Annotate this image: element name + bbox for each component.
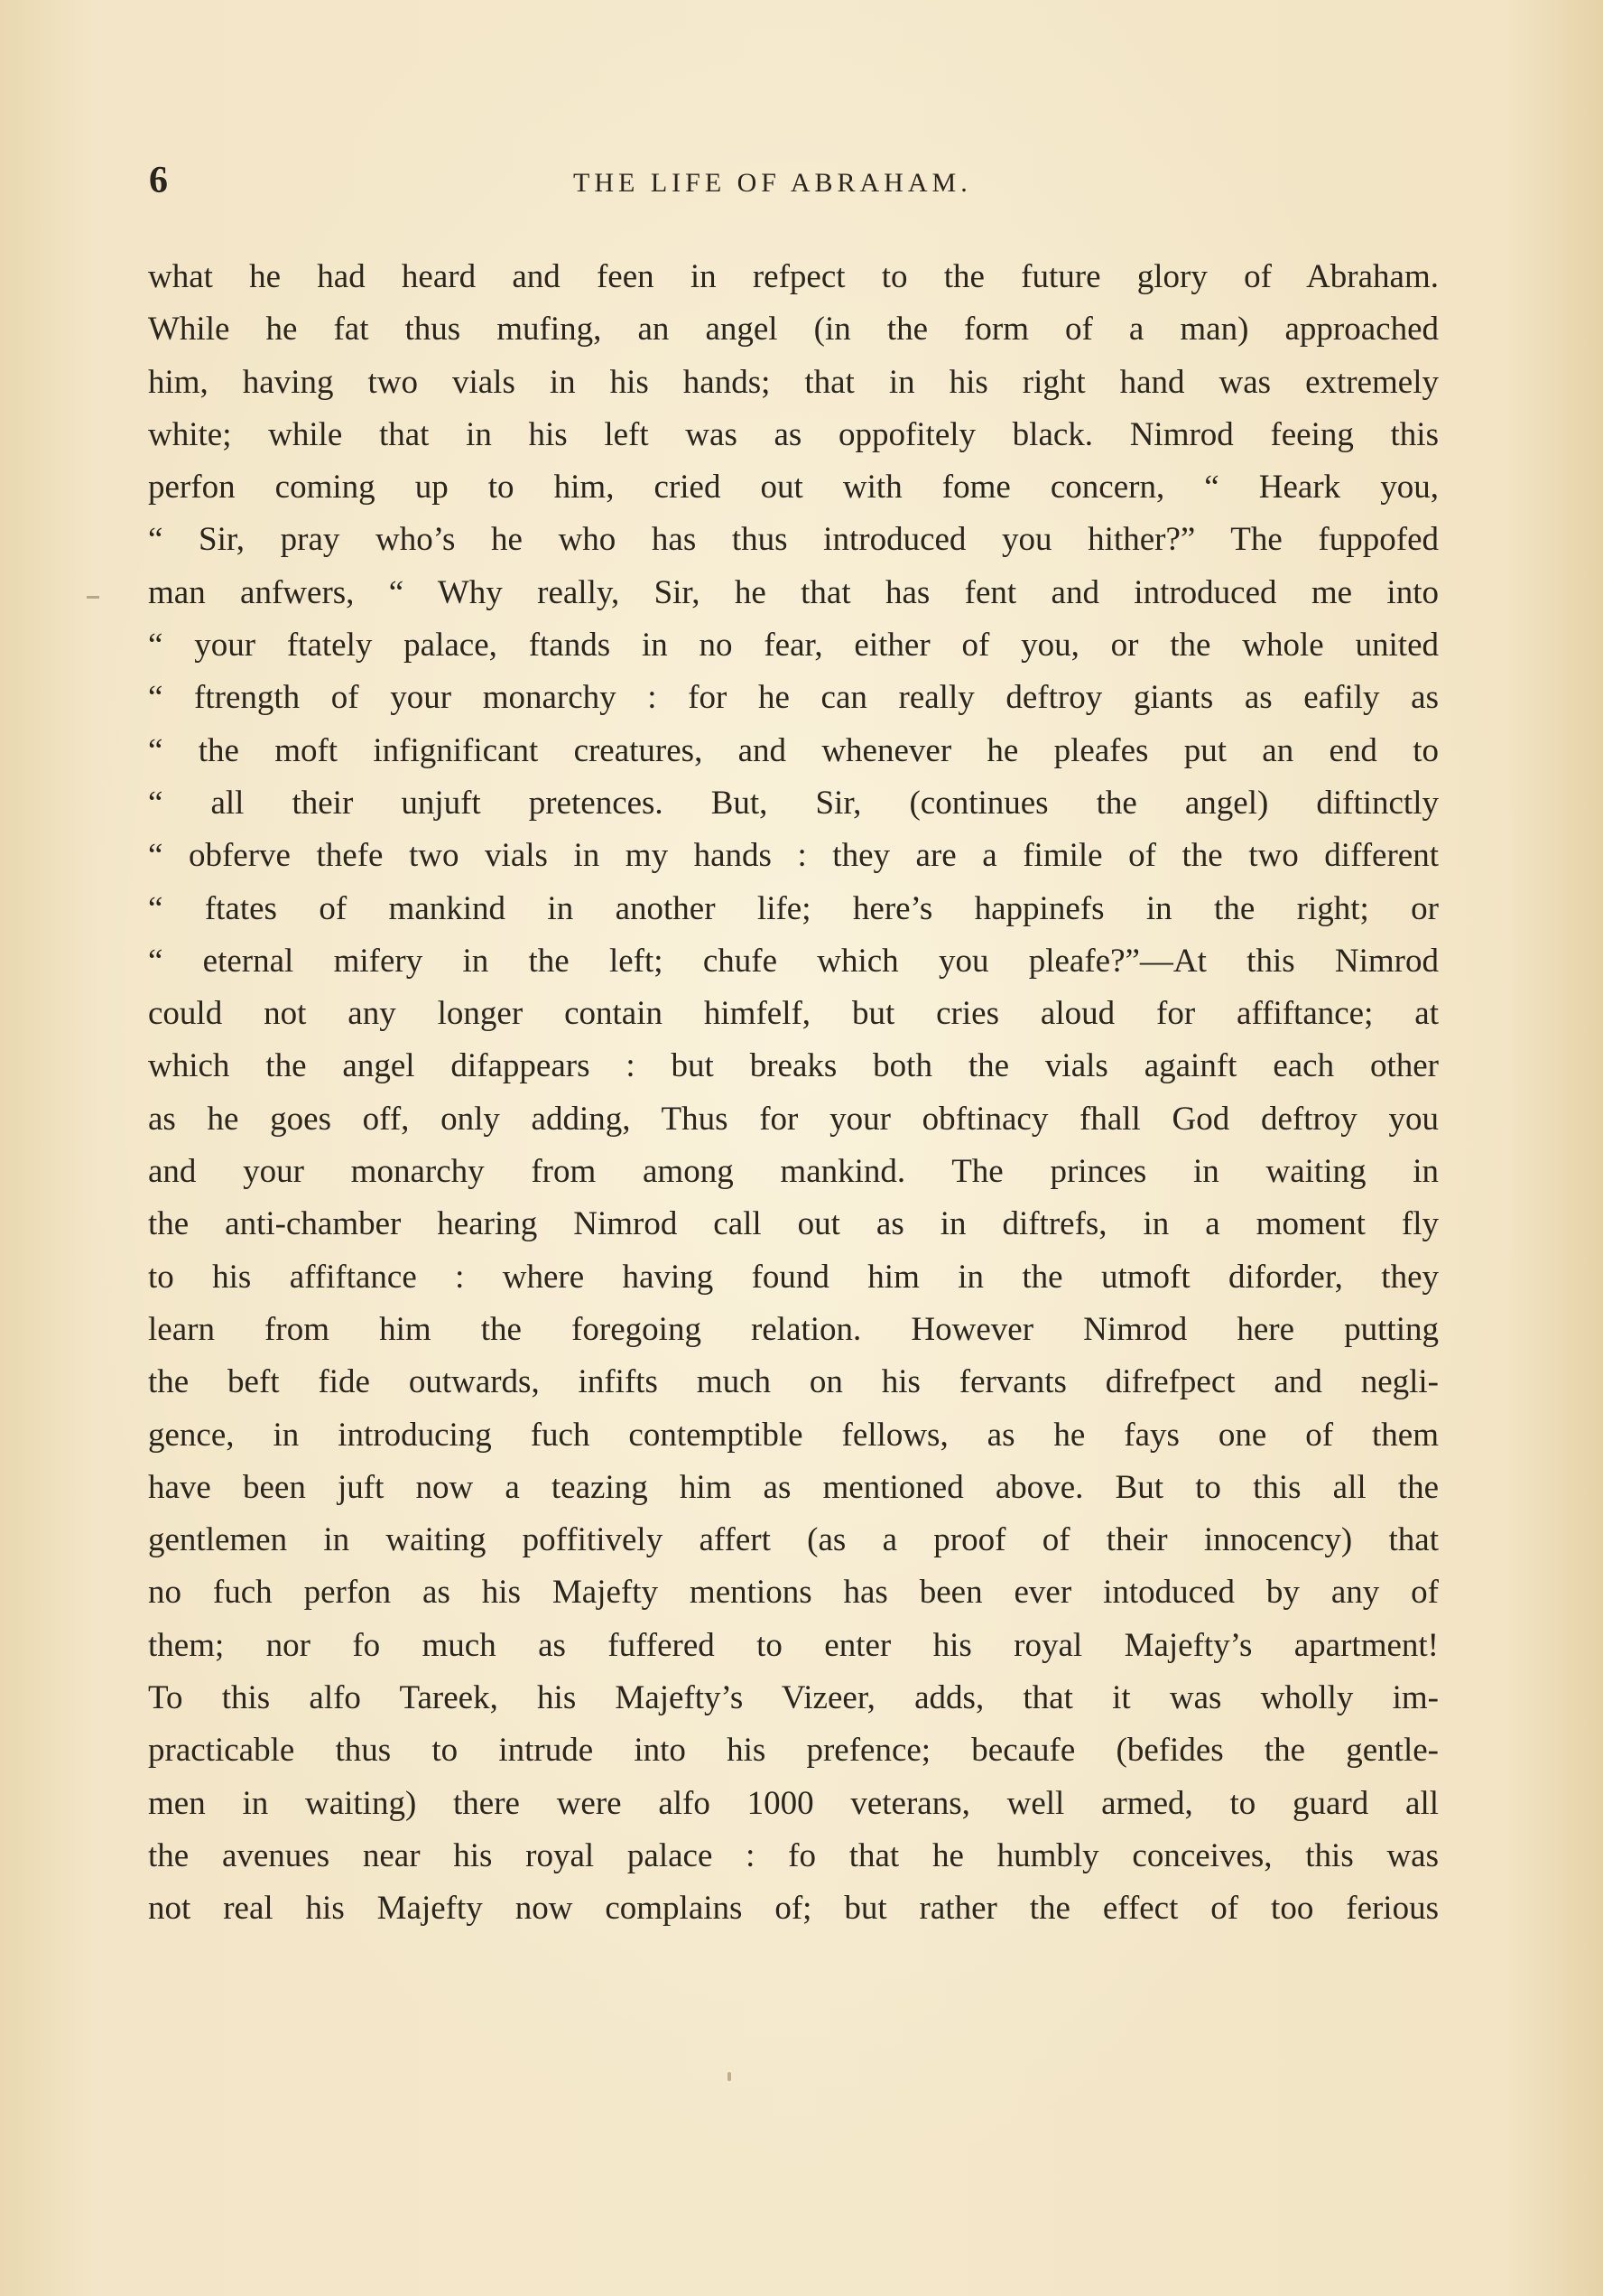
text-line: to his affiftance : where having found him in the utmoft diforder, they — [148, 1258, 1439, 1296]
text-line: “ the moft infignificant creatures, and whenever he pleafes put an end to — [148, 731, 1439, 769]
text-line: To this alfo Tareek, his Majefty’s Vizeer, adds, that it was wholly im- — [148, 1679, 1439, 1717]
text-line: them; nor fo much as fuffered to enter his royal Majefty’s apartment! — [148, 1626, 1439, 1664]
text-line: no fuch perfon as his Majefty mentions has been ever intoduced by any of — [148, 1574, 1439, 1612]
text-line: practicable thus to intrude into his prefence; becaufe (befides the gentle- — [148, 1732, 1439, 1770]
margin-mark — [87, 596, 99, 599]
text-line: as he goes off, only adding, Thus for your obftinacy fhall God deftroy you — [148, 1100, 1439, 1138]
text-line: “ eternal mifery in the left; chufe which you pleafe?”—At this Nimrod — [148, 942, 1439, 980]
text-line: not real his Majefty now complains of; but rather the effect of too ferious — [148, 1890, 1439, 1928]
text-line: perfon coming up to him, cried out with fome concern, “ Heark you, — [148, 469, 1439, 507]
text-line: “ your ftately palace, ftands in no fear, either of you, or the whole united — [148, 627, 1439, 665]
page-header — [149, 159, 1449, 213]
text-line: white; while that in his left was as oppofitely black. Nimrod feeing this — [148, 415, 1439, 453]
text-line: man anfwers, “ Why really, Sir, he that has fent and introduced me into — [148, 573, 1439, 611]
running-title: THE LIFE OF ABRAHAM. — [573, 168, 972, 198]
text-line: learn from him the foregoing relation. However Nimrod here putting — [148, 1310, 1439, 1348]
body-text — [148, 251, 1439, 1936]
text-line: him, having two vials in his hands; that in his right hand was extremely — [148, 363, 1439, 401]
text-line: men in waiting) there were alfo 1000 veterans, well armed, to guard all — [148, 1784, 1439, 1822]
text-line: have been juft now a teazing him as mentioned above. But to this all the — [148, 1468, 1439, 1506]
text-line: what he had heard and feen in refpect to the future glory of Abraham. — [148, 258, 1439, 295]
text-line: “ ftrength of your monarchy : for he can really deftroy giants as eafily as — [148, 679, 1439, 717]
text-line: “ obferve thefe two vials in my hands : they are a fimile of the two different — [148, 837, 1439, 875]
text-line: gence, in introducing fuch contemptible fellows, as he fays one of them — [148, 1416, 1439, 1454]
text-line: “ all their unjuft pretences. But, Sir, (continues the angel) diftinctly — [148, 784, 1439, 822]
text-line: “ ftates of mankind in another life; here’s happinefs in the right; or — [148, 889, 1439, 927]
text-line: could not any longer contain himfelf, but cries aloud for affiftance; at — [148, 995, 1439, 1033]
text-line: the anti-chamber hearing Nimrod call out as in diftrefs, in a moment fly — [148, 1205, 1439, 1243]
text-line: the beft fide outwards, infifts much on his fervants difrefpect and negli- — [148, 1363, 1439, 1401]
text-line: While he fat thus mufing, an angel (in the form of a man) approached — [148, 311, 1439, 349]
text-line: gentlemen in waiting poffitively affert (as a proof of their innocency) that — [148, 1521, 1439, 1559]
page-number: 6 — [149, 160, 168, 201]
text-line: which the angel difappears : but breaks both the vials againft each other — [148, 1047, 1439, 1085]
text-line: the avenues near his royal palace : fo that he humbly conceives, this was — [148, 1836, 1439, 1874]
text-line: and your monarchy from among mankind. The princes in waiting in — [148, 1153, 1439, 1191]
paper-speck — [727, 2072, 731, 2081]
text-line: “ Sir, pray who’s he who has thus introduced you hither?” The fuppofed — [148, 521, 1439, 559]
